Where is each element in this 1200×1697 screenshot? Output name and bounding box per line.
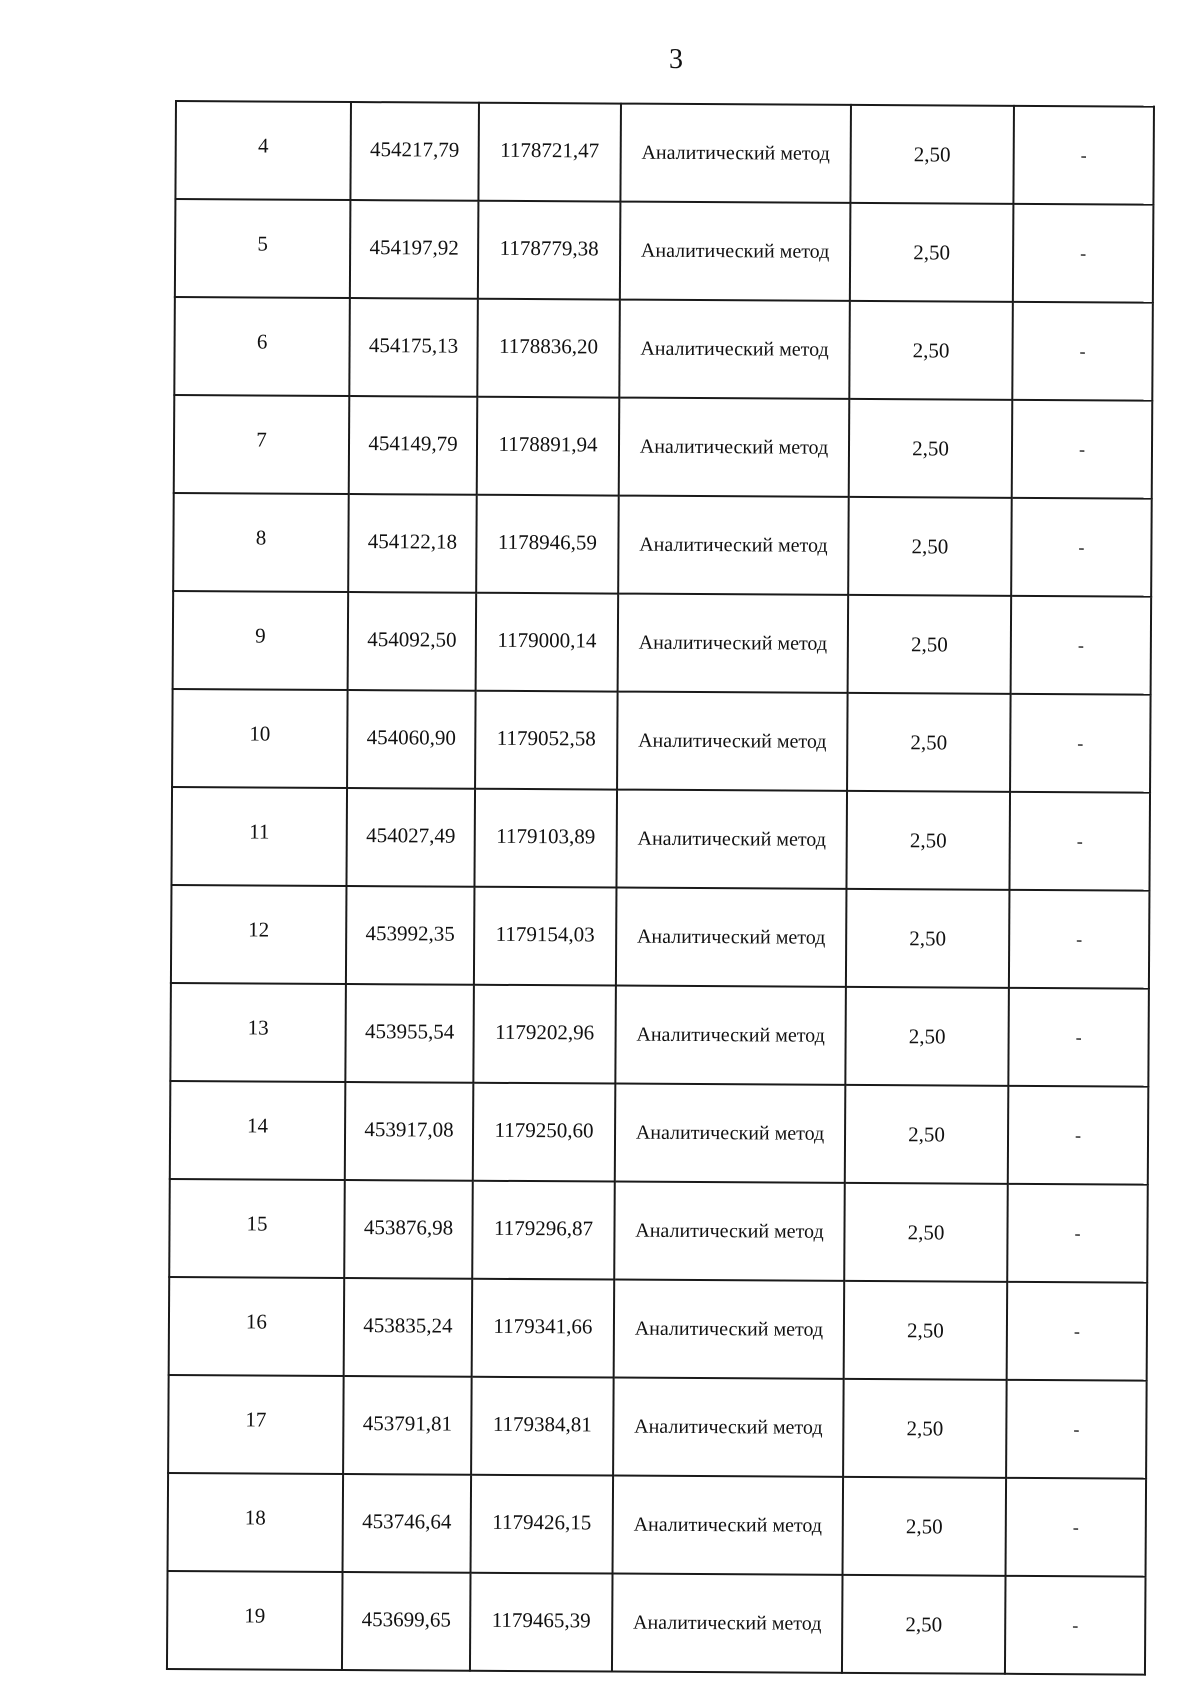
method-cell: Аналитический метод [613, 1378, 844, 1477]
y-coordinate-cell: 1178779,38 [478, 201, 621, 300]
table-body [167, 101, 1154, 1675]
method-cell: Аналитический метод [616, 888, 847, 987]
note-cell: - [1012, 302, 1153, 401]
table-row [174, 395, 1153, 499]
note-cell: - [1008, 1086, 1149, 1185]
accuracy-cell: 2,50 [843, 1477, 1007, 1576]
point-number-cell: 11 [171, 787, 347, 886]
note-cell: - [1011, 498, 1152, 597]
note-cell: - [1006, 1380, 1147, 1479]
x-coordinate-cell: 454149,79 [349, 396, 478, 495]
point-number-cell: 9 [173, 591, 349, 690]
note-cell: - [1009, 792, 1150, 891]
note-cell: - [1007, 1282, 1148, 1381]
x-coordinate-cell: 454027,49 [346, 788, 475, 887]
note-cell: - [1012, 400, 1153, 499]
accuracy-cell: 2,50 [844, 1281, 1008, 1380]
note-cell: - [1013, 204, 1154, 303]
method-cell: Аналитический метод [618, 496, 849, 595]
accuracy-cell: 2,50 [848, 595, 1012, 694]
table-row [173, 591, 1152, 695]
y-coordinate-cell: 1179426,15 [471, 1475, 614, 1574]
accuracy-cell: 2,50 [849, 301, 1013, 400]
point-number-cell: 5 [175, 199, 351, 298]
y-coordinate-cell: 1179103,89 [474, 789, 617, 888]
method-cell: Аналитический метод [615, 986, 846, 1085]
table-row [168, 1375, 1147, 1479]
point-number-cell: 10 [172, 689, 348, 788]
accuracy-cell: 2,50 [842, 1575, 1006, 1674]
point-number-cell: 8 [173, 493, 349, 592]
x-coordinate-cell: 454197,92 [350, 200, 479, 299]
y-coordinate-cell: 1178836,20 [477, 299, 620, 398]
accuracy-cell: 2,50 [846, 889, 1010, 988]
method-cell: Аналитический метод [620, 202, 851, 301]
point-number-cell: 4 [175, 101, 351, 200]
table-row [174, 297, 1153, 401]
method-cell: Аналитический метод [613, 1476, 844, 1575]
y-coordinate-cell: 1179250,60 [473, 1083, 616, 1182]
table-row [169, 1277, 1148, 1381]
y-coordinate-cell: 1179341,66 [472, 1279, 615, 1378]
table-row [175, 101, 1154, 205]
table-row [172, 689, 1151, 793]
note-cell: - [1006, 1478, 1147, 1577]
table-row [168, 1473, 1147, 1577]
table-row [170, 1081, 1149, 1185]
y-coordinate-cell: 1178721,47 [478, 103, 621, 202]
method-cell: Аналитический метод [615, 1084, 846, 1183]
x-coordinate-cell: 453917,08 [345, 1082, 474, 1181]
point-number-cell: 13 [170, 983, 346, 1082]
y-coordinate-cell: 1179052,58 [475, 691, 618, 790]
table-row [173, 493, 1152, 597]
y-coordinate-cell: 1179154,03 [474, 887, 617, 986]
y-coordinate-cell: 1178891,94 [477, 397, 620, 496]
coordinates-table [166, 100, 1155, 1676]
x-coordinate-cell: 454217,79 [350, 102, 479, 201]
method-cell: Аналитический метод [614, 1280, 845, 1379]
note-cell: - [1008, 988, 1149, 1087]
accuracy-cell: 2,50 [850, 105, 1014, 204]
method-cell: Аналитический метод [614, 1182, 845, 1281]
x-coordinate-cell: 453746,64 [343, 1474, 472, 1573]
page-number: 3 [669, 44, 683, 75]
y-coordinate-cell: 1179384,81 [471, 1377, 614, 1476]
x-coordinate-cell: 454175,13 [349, 298, 478, 397]
point-number-cell: 16 [169, 1277, 345, 1376]
x-coordinate-cell: 453835,24 [344, 1278, 473, 1377]
accuracy-cell: 2,50 [845, 987, 1009, 1086]
note-cell: - [1010, 694, 1151, 793]
x-coordinate-cell: 453699,65 [342, 1572, 471, 1671]
method-cell: Аналитический метод [620, 104, 851, 203]
table-row [167, 1571, 1146, 1675]
method-cell: Аналитический метод [619, 398, 850, 497]
accuracy-cell: 2,50 [846, 791, 1010, 890]
table-row [169, 1179, 1148, 1283]
method-cell: Аналитический метод [619, 300, 850, 399]
method-cell: Аналитический метод [618, 594, 849, 693]
y-coordinate-cell: 1179296,87 [472, 1181, 615, 1280]
point-number-cell: 6 [174, 297, 350, 396]
point-number-cell: 19 [167, 1571, 343, 1670]
point-number-cell: 15 [169, 1179, 345, 1278]
method-cell: Аналитический метод [612, 1574, 843, 1673]
x-coordinate-cell: 453955,54 [345, 984, 474, 1083]
method-cell: Аналитический метод [617, 692, 848, 791]
method-cell: Аналитический метод [616, 790, 847, 889]
note-cell: - [1009, 890, 1150, 989]
accuracy-cell: 2,50 [850, 203, 1014, 302]
point-number-cell: 18 [168, 1473, 344, 1572]
x-coordinate-cell: 453992,35 [346, 886, 475, 985]
accuracy-cell: 2,50 [844, 1183, 1008, 1282]
accuracy-cell: 2,50 [849, 399, 1013, 498]
note-cell: - [1011, 596, 1152, 695]
note-cell: - [1013, 106, 1154, 205]
x-coordinate-cell: 453876,98 [344, 1180, 473, 1279]
y-coordinate-cell: 1179000,14 [476, 593, 619, 692]
y-coordinate-cell: 1179202,96 [473, 985, 616, 1084]
table-row [171, 885, 1150, 989]
table-row [170, 983, 1149, 1087]
accuracy-cell: 2,50 [845, 1085, 1009, 1184]
point-number-cell: 7 [174, 395, 350, 494]
accuracy-cell: 2,50 [843, 1379, 1007, 1478]
note-cell: - [1007, 1184, 1148, 1283]
table-row [171, 787, 1150, 891]
table-row [175, 199, 1154, 303]
accuracy-cell: 2,50 [847, 693, 1011, 792]
x-coordinate-cell: 453791,81 [343, 1376, 472, 1475]
x-coordinate-cell: 454060,90 [347, 690, 476, 789]
accuracy-cell: 2,50 [848, 497, 1012, 596]
y-coordinate-cell: 1179465,39 [470, 1573, 613, 1672]
x-coordinate-cell: 454122,18 [348, 494, 477, 593]
point-number-cell: 17 [168, 1375, 344, 1474]
point-number-cell: 14 [170, 1081, 346, 1180]
x-coordinate-cell: 454092,50 [348, 592, 477, 691]
y-coordinate-cell: 1178946,59 [476, 495, 619, 594]
point-number-cell: 12 [171, 885, 347, 984]
note-cell: - [1005, 1576, 1146, 1675]
